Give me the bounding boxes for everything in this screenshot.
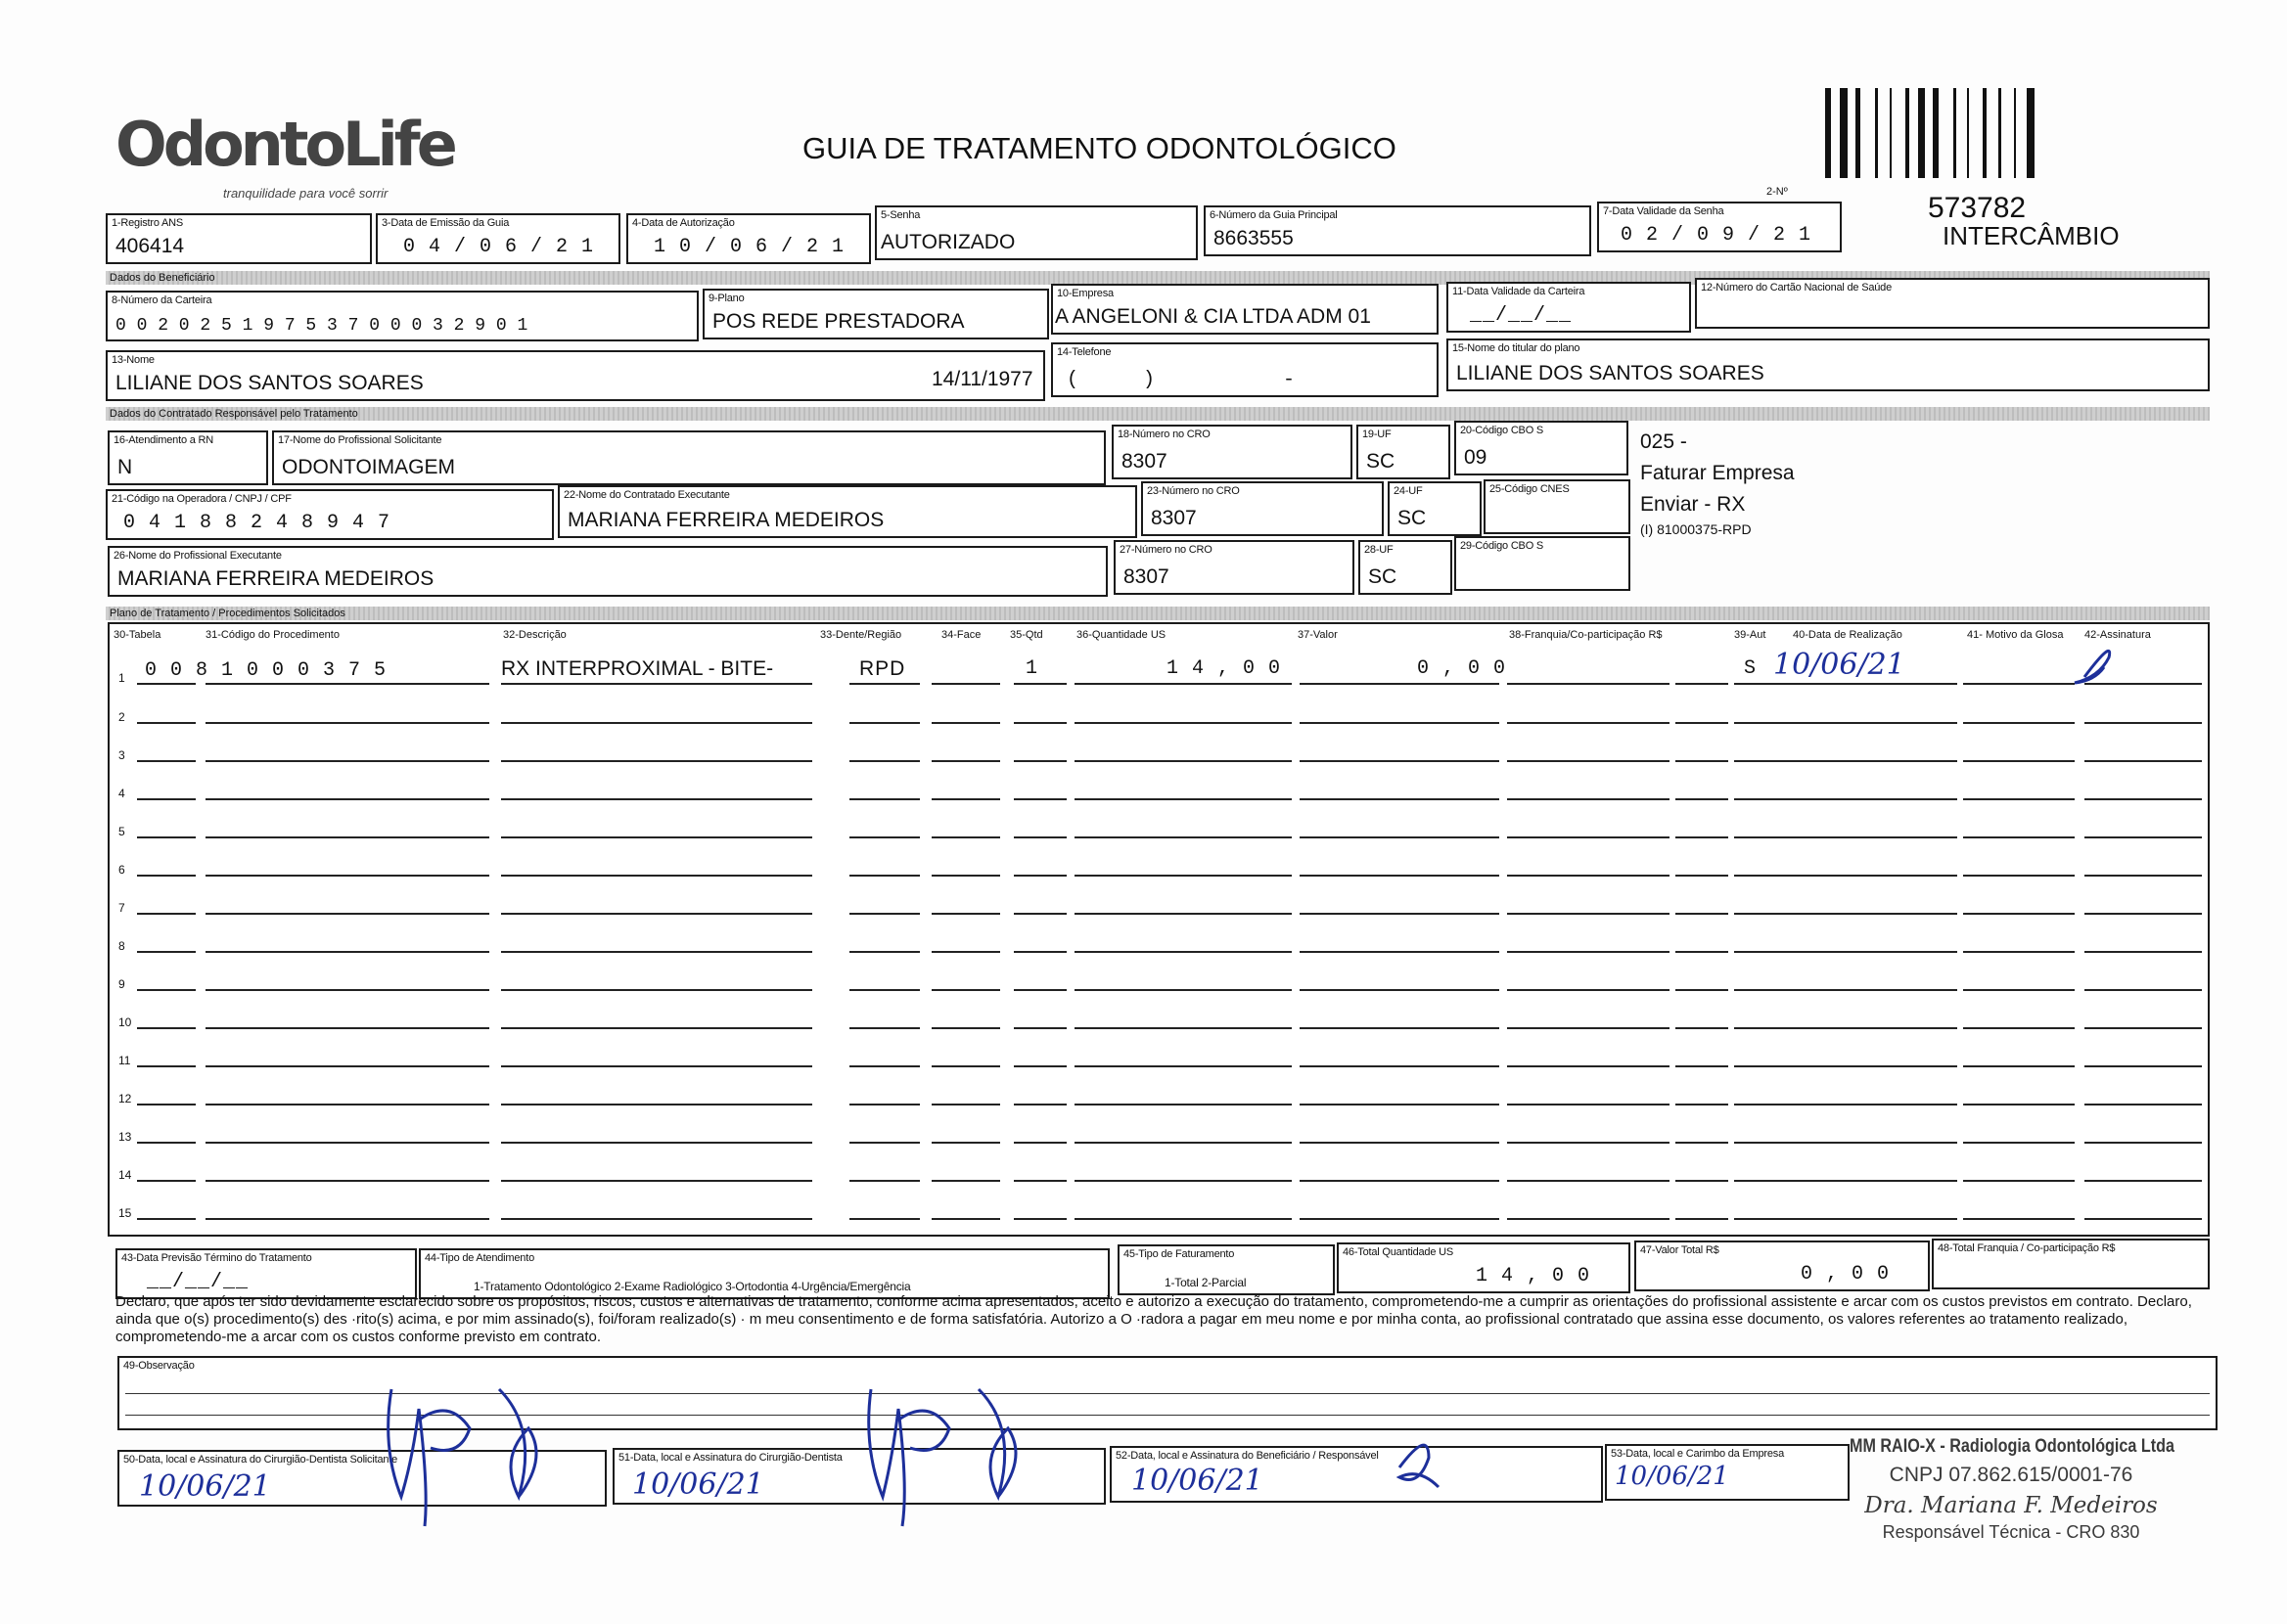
row-number: 14 — [118, 1168, 132, 1182]
cnes-label: 25-Código CNES — [1489, 483, 1570, 495]
senha-value: AUTORIZADO — [881, 231, 1016, 253]
col-assinatura: 42-Assinatura — [2084, 629, 2151, 641]
assinatura-empresa-date: 10/06/21 — [1615, 1462, 1729, 1491]
row-number: 13 — [118, 1130, 132, 1144]
senha-label: 5-Senha — [881, 209, 921, 221]
cro-27-label: 27-Número no CRO — [1120, 544, 1212, 556]
row-number: 12 — [118, 1092, 132, 1105]
row-number: 6 — [118, 863, 125, 877]
data-emissao-label: 3-Data de Emissão da Guia — [382, 217, 510, 229]
row1-aut: S — [1744, 657, 1758, 680]
nome-label: 13-Nome — [112, 354, 155, 366]
guia-principal-label: 6-Número da Guia Principal — [1210, 209, 1338, 221]
row1-descricao: RX INTERPROXIMAL - BITE- — [501, 657, 774, 680]
data-emissao-value: 0 4 / 0 6 / 2 1 — [403, 236, 595, 258]
total-franquia-label: 48-Total Franquia / Co-participação R$ — [1938, 1242, 2116, 1254]
telefone-value: ( ) - — [1067, 369, 1297, 391]
logo-tagline: tranquilidade para você sorrir — [223, 186, 389, 201]
codigo-operadora-value: 0 4 1 8 8 2 4 8 9 4 7 — [123, 512, 391, 534]
cro-27-value: 8307 — [1123, 565, 1169, 588]
data-autorizacao-value: 1 0 / 0 6 / 2 1 — [654, 236, 846, 258]
col-data-realizacao: 40-Data de Realização — [1793, 629, 1902, 641]
uf-24-value: SC — [1397, 507, 1427, 529]
row-number: 7 — [118, 901, 125, 915]
cro-23-value: 8307 — [1151, 507, 1197, 529]
tipo-faturamento-label: 45-Tipo de Faturamento — [1123, 1248, 1235, 1260]
cartao-nacional-label: 12-Número do Cartão Nacional de Saúde — [1701, 282, 1892, 293]
assinatura-cd-executante-date: 10/06/21 — [632, 1467, 764, 1502]
total-qtd-us-label: 46-Total Quantidade US — [1343, 1246, 1454, 1258]
row1-qtd-us: 1 4 , 0 0 — [1166, 657, 1282, 680]
col-franquia: 38-Franquia/Co-participação R$ — [1509, 629, 1663, 641]
side-note-line: (I) 81000375-RPD — [1640, 521, 1752, 537]
assinatura-cd-solicitante-date: 10/06/21 — [139, 1469, 271, 1504]
uf-24-label: 24-UF — [1394, 485, 1423, 497]
codigo-operadora-label: 21-Código na Operadora / CNPJ / CPF — [112, 493, 292, 505]
registro-ans-label: 1-Registro ANS — [112, 217, 184, 229]
prof-executante-value: MARIANA FERREIRA MEDEIROS — [117, 567, 435, 590]
validade-carteira-label: 11-Data Validade da Carteira — [1452, 286, 1585, 297]
prof-executante-label: 26-Nome do Profissional Executante — [114, 550, 282, 562]
guide-number: 573782 — [1928, 192, 2027, 224]
plano-label: 9-Plano — [709, 293, 745, 304]
row-number: 1 — [118, 671, 125, 685]
col-codigo: 31-Código do Procedimento — [206, 629, 340, 641]
cbo-20-label: 20-Código CBO S — [1460, 425, 1544, 436]
previsao-value: __/__/__ — [147, 1271, 250, 1293]
nascimento-value: 14/11/1977 — [932, 368, 1033, 390]
carteira-label: 8-Número da Carteira — [112, 294, 212, 306]
assinatura-beneficiario-date: 10/06/21 — [1131, 1464, 1263, 1498]
nome-value: LILIANE DOS SANTOS SOARES — [115, 372, 424, 394]
assinatura-empresa-label: 53-Data, local e Carimbo da Empresa — [1611, 1448, 1785, 1460]
empresa-label: 10-Empresa — [1057, 288, 1114, 299]
atendimento-rn-label: 16-Atendimento a RN — [114, 434, 213, 446]
side-note-line: Faturar Empresa — [1640, 462, 1795, 484]
tipo-atendimento-options: 1-Tratamento Odontológico 2-Exame Radiológico 3-Ortodontia 4-Urgência/Emergência — [474, 1280, 911, 1293]
col-descricao: 32-Descrição — [503, 629, 567, 641]
assinatura-beneficiario-label: 52-Data, local e Assinatura do Beneficiário / Responsável — [1116, 1450, 1379, 1462]
stamp-line: MM RAIO-X - Radiologia Odontológica Ltda — [1850, 1436, 2174, 1457]
row-number: 2 — [118, 710, 125, 724]
row-number: 15 — [118, 1206, 132, 1220]
previsao-label: 43-Data Previsão Término do Tratamento — [121, 1252, 312, 1264]
row1-data-realizacao: 10/06/21 — [1773, 648, 1905, 682]
empresa-value: A ANGELONI & CIA LTDA ADM 01 — [1055, 305, 1371, 328]
col-dente: 33-Dente/Região — [820, 629, 902, 641]
prof-solicitante-label: 17-Nome do Profissional Solicitante — [278, 434, 442, 446]
validade-carteira-value: __/__/__ — [1470, 304, 1573, 327]
cro-18-label: 18-Número no CRO — [1118, 429, 1211, 440]
guia-principal-value: 8663555 — [1213, 227, 1294, 249]
observacao-label: 49-Observação — [123, 1360, 195, 1372]
col-valor: 37-Valor — [1298, 629, 1338, 641]
data-autorizacao-label: 4-Data de Autorização — [632, 217, 735, 229]
stamp-line: Dra. Mariana F. Medeiros — [1864, 1493, 2158, 1518]
row-number: 8 — [118, 939, 125, 953]
row-number: 4 — [118, 787, 125, 800]
uf-28-label: 28-UF — [1364, 544, 1394, 556]
assinatura-cd-executante-label: 51-Data, local e Assinatura do Cirurgião-Dentista — [618, 1452, 843, 1464]
row-number: 3 — [118, 748, 125, 762]
registro-ans-value: 406414 — [115, 235, 185, 257]
section-beneficiario: Dados do Beneficiário — [106, 271, 2210, 285]
col-tabela: 30-Tabela — [114, 629, 161, 641]
col-face: 34-Face — [941, 629, 982, 641]
numero-label: 2-Nº — [1766, 186, 1788, 198]
row-number: 10 — [118, 1015, 132, 1029]
row1-dente: RPD — [859, 657, 906, 680]
intercambio: INTERCÂMBIO — [1943, 221, 2120, 250]
declaracao-text: Declaro, que após ter sido devidamente esclarecido sobre os propósitos, riscos, custos e alternativas de tratamento, conforme acima apresentados, aceito e autorizo a execução do tratamento, comprometendo-me a cumprir as orientações do profissional assistente e arcar com os custos previstos em contrato. Declaro, ainda que o(s) procedimento(s) des ·rito(s) acima, e por mim assinado(s), foi/foram realizado(s) · m meu consentimento e de forma satisfatória. Autorizo a O ·radora a pagar em meu nome e por minha conta, ao profissional contratado que assina esse documento, os valores referentes ao tratamento realizado, comprometendo-me a arcar com os custos conforme previsto em contrato. — [115, 1293, 2192, 1345]
cbo-29-label: 29-Código CBO S — [1460, 540, 1544, 552]
uf-19-value: SC — [1366, 450, 1395, 473]
col-qtd: 35-Qtd — [1010, 629, 1043, 641]
valor-total-value: 0 , 0 0 — [1801, 1263, 1891, 1286]
side-note-line: Enviar - RX — [1640, 493, 1746, 516]
stamp-line: Responsável Técnica - CRO 830 — [1882, 1522, 2140, 1542]
page-title: GUIA DE TRATAMENTO ODONTOLÓGICO — [802, 131, 1396, 165]
carteira-value: 0 0 2 0 2 5 1 9 7 5 3 7 0 0 0 3 2 9 0 1 — [115, 316, 528, 336]
total-qtd-us-value: 1 4 , 0 0 — [1476, 1265, 1591, 1287]
row1-codigo: 0 0 8 1 0 0 0 3 7 5 — [145, 659, 388, 682]
contratado-executante-value: MARIANA FERREIRA MEDEIROS — [568, 509, 885, 531]
plano-value: POS REDE PRESTADORA — [712, 310, 965, 333]
row1-qtd: 1 — [1026, 657, 1039, 680]
titular-value: LILIANE DOS SANTOS SOARES — [1456, 362, 1764, 384]
cbo-20-value: 09 — [1464, 446, 1487, 469]
validade-senha-label: 7-Data Validade da Senha — [1603, 205, 1724, 217]
tipo-faturamento-options: 1-Total 2-Parcial — [1165, 1276, 1247, 1289]
col-aut: 39-Aut — [1734, 629, 1766, 641]
col-motivo-glosa: 41- Motivo da Glosa — [1967, 629, 2064, 641]
col-qtd-us: 36-Quantidade US — [1076, 629, 1166, 641]
atendimento-rn-value: N — [117, 456, 133, 478]
titular-label: 15-Nome do titular do plano — [1452, 342, 1580, 354]
validade-senha-value: 0 2 / 0 9 / 2 1 — [1621, 224, 1812, 247]
row-number: 9 — [118, 977, 125, 991]
contratado-executante-label: 22-Nome do Contratado Executante — [564, 489, 730, 501]
prof-solicitante-value: ODONTOIMAGEM — [282, 456, 455, 478]
assinatura-cd-solicitante-label: 50-Data, local e Assinatura do Cirurgião-Dentista Solicitante — [123, 1454, 398, 1466]
cro-18-value: 8307 — [1121, 450, 1167, 473]
row1-valor: 0 , 0 0 — [1417, 657, 1507, 680]
telefone-label: 14-Telefone — [1057, 346, 1112, 358]
tipo-atendimento-label: 44-Tipo de Atendimento — [425, 1252, 534, 1264]
cro-23-label: 23-Número no CRO — [1147, 485, 1240, 497]
section-contratado: Dados do Contratado Responsável pelo Tratamento — [106, 407, 2210, 421]
side-note-line: 025 - — [1640, 430, 1687, 453]
stamp-line: CNPJ 07.862.615/0001-76 — [1889, 1464, 2133, 1486]
row-number: 5 — [118, 825, 125, 838]
section-plano: Plano de Tratamento / Procedimentos Solicitados — [106, 607, 2210, 620]
uf-28-value: SC — [1368, 565, 1397, 588]
logo-brand: OdontoLife — [115, 109, 454, 180]
uf-19-label: 19-UF — [1362, 429, 1392, 440]
row-number: 11 — [118, 1054, 131, 1067]
valor-total-label: 47-Valor Total R$ — [1640, 1244, 1719, 1256]
